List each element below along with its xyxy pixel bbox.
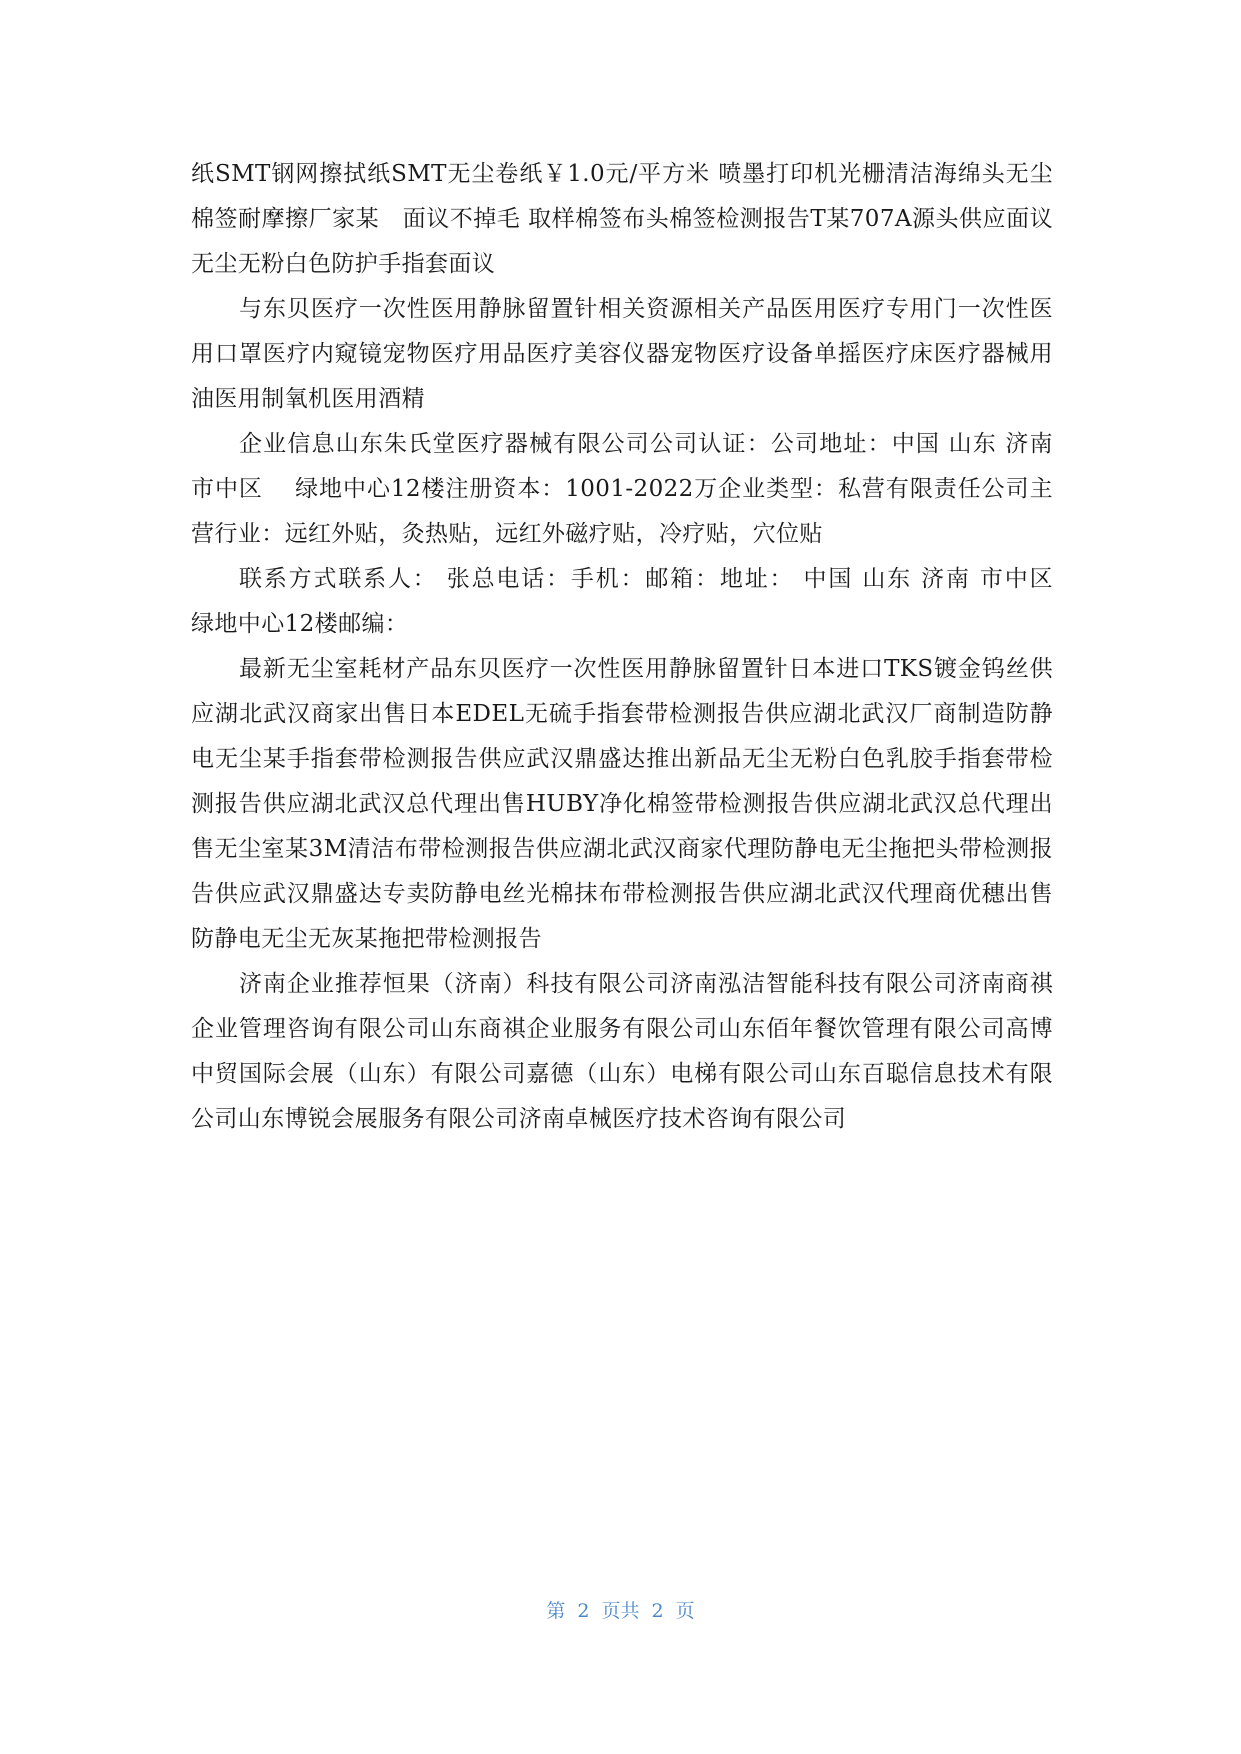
paragraph-recommended-companies: 济南企业推荐恒果（济南）科技有限公司济南泓洁智能科技有限公司济南商祺企业管理咨询有限公司山东商祺企业服务有限公司山东佰年餐饮管理有限公司高博中贸国际会展（山东）有限公司嘉德（山东）电梯有限公司山东百聪信息技术有限公司山东博锐会展服务有限公司济南卓械医疗技术咨询有限公司 bbox=[191, 971, 1053, 1132]
page-footer-prefix: 第 bbox=[546, 1600, 566, 1622]
paragraph-contact-info: 联系方式联系人： 张总电话：手机：邮箱：地址： 中国 山东 济南 市中区 绿地中心12楼邮编： bbox=[191, 566, 1085, 637]
document-body bbox=[191, 152, 1085, 1142]
page-footer-current-page: 2 bbox=[577, 1600, 590, 1622]
page-footer-mid: 页共 bbox=[601, 1600, 640, 1622]
paragraph-related-resources: 与东贝医疗一次性医用静脉留置针相关资源相关产品医用医疗专用门一次性医用口罩医疗内窥镜宠物医疗用品医疗美容仪器宠物医疗设备单摇医疗床医疗器械用油医用制氧机医用酒精 bbox=[191, 296, 1053, 412]
page-footer bbox=[0, 1596, 1241, 1623]
page-footer-total-pages: 2 bbox=[651, 1600, 664, 1622]
paragraph-latest-products: 最新无尘室耗材产品东贝医疗一次性医用静脉留置针日本进口TKS镀金钨丝供应湖北武汉商家出售日本EDEL无硫手指套带检测报告供应湖北武汉厂商制造防静电无尘某手指套带检测报告供应武汉鼎盛达推出新品无尘无粉白色乳胶手指套带检测报告供应湖北武汉总代理出售HUBY净化棉签带检测报告供应湖北武汉总代理出售无尘室某3M清洁布带检测报告供应湖北武汉商家代理防静电无尘拖把头带检测报告供应武汉鼎盛达专卖防静电丝光棉抹布带检测报告供应湖北武汉代理商优穗出售防静电无尘无灰某拖把带检测报告 bbox=[191, 656, 1053, 952]
paragraph-company-info: 企业信息山东朱氏堂医疗器械有限公司公司认证：公司地址：中国 山东 济南 市中区 绿地中心12楼注册资本：1001-2022万企业类型：私营有限责任公司主营行业：远红外贴，灸热贴，远红外磁疗贴，冷疗贴，穴位贴 bbox=[191, 431, 1053, 547]
page-footer-suffix: 页 bbox=[675, 1600, 695, 1622]
paragraph-product-list-continued: 纸SMT钢网擦拭纸SMT无尘卷纸￥1.0元/平方米 喷墨打印机光栅清洁海绵头无尘棉签耐摩擦厂家某 面议不掉毛 取样棉签布头棉签检测报告T某707A源头供应面议无尘无粉白色防护手指套面议 bbox=[191, 161, 1053, 277]
